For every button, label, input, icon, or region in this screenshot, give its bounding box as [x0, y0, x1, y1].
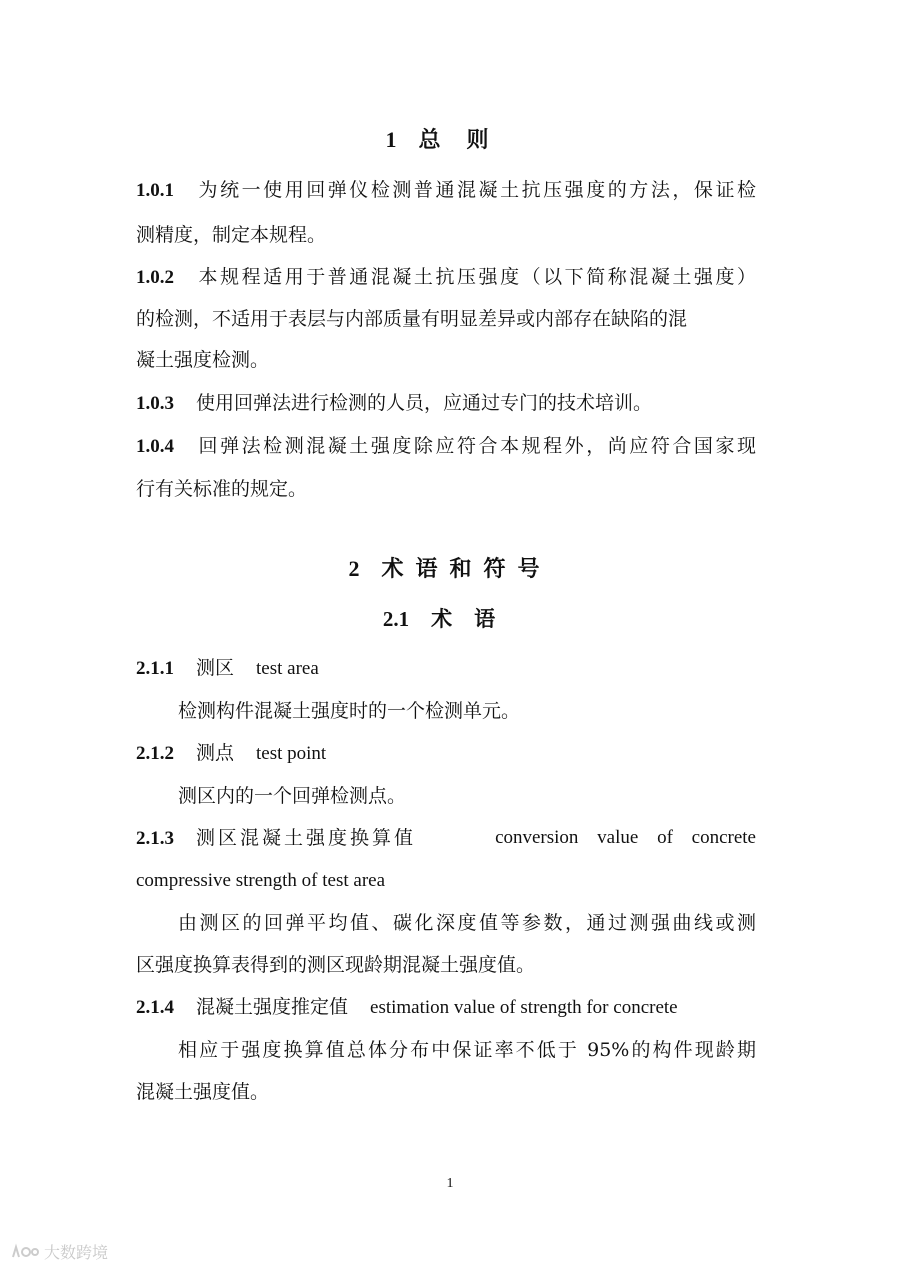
clause-number: 1.0.3: [136, 393, 174, 414]
term-zh: 混凝土强度推定值: [196, 996, 349, 1018]
chapter-1-number: 1: [385, 127, 397, 152]
watermark-logo-icon: [10, 1243, 40, 1261]
clause-text: 使用回弹法进行检测的人员，应通过专门的技术培训。: [196, 392, 653, 414]
watermark-text: 大数跨境: [44, 1243, 109, 1262]
term-number: 2.1.3: [136, 828, 174, 849]
clause-number: 1.0.2: [136, 267, 174, 288]
term-number: 2.1.2: [136, 743, 174, 764]
watermark: [10, 1240, 108, 1263]
clause-text: 本规程适用于普通混凝土抗压强度（以下简称混凝土强度）: [196, 266, 756, 288]
term-number: 2.1.4: [136, 997, 174, 1018]
term-2-1-1-definition: [178, 698, 798, 724]
definition-text: 检测构件混凝土强度时的一个检测单元。: [178, 700, 521, 722]
definition-text: 由测区的回弹平均值、碳化深度值等参数，通过测强曲线或测: [178, 912, 756, 934]
chapter-1-title: 总则: [418, 127, 515, 153]
section-2-1-number: 2.1: [382, 607, 410, 631]
clause-text: 回弹法检测混凝土强度除应符合本规程外，尚应符合国家现: [196, 435, 756, 457]
chapter-2-heading: [0, 552, 900, 583]
clause-text: 凝土强度检测。: [136, 349, 270, 371]
clause-1-0-1-line-1: [136, 177, 756, 204]
chapter-2-number: 2: [348, 556, 360, 581]
clause-text: 行有关标准的规定。: [136, 478, 308, 500]
definition-text: 混凝土强度值。: [136, 1081, 270, 1103]
term-2-1-3-definition-2: [136, 952, 756, 978]
term-en: estimation value of strength for concrete: [370, 997, 678, 1018]
term-en: test point: [256, 743, 327, 764]
term-zh: 测区混凝土强度换算值: [196, 827, 417, 849]
clause-1-0-1-line-2: [136, 222, 756, 248]
term-2-1-4-definition-2: [136, 1079, 756, 1105]
section-2-1-title: 术语: [431, 606, 518, 631]
definition-text: 区强度换算表得到的测区现龄期混凝土强度值。: [136, 954, 536, 976]
term-zh: 测点: [196, 742, 235, 764]
term-number: 2.1.1: [136, 658, 174, 679]
term-2-1-2: [136, 740, 756, 767]
term-zh: 测区: [196, 657, 235, 679]
term-en-continuation: compressive strength of test area: [136, 870, 386, 891]
term-2-1-1: [136, 655, 756, 682]
clause-1-0-3-line-1: [136, 390, 756, 417]
clause-1-0-4-line-1: [136, 433, 756, 460]
clause-1-0-2-line-3: [136, 347, 756, 373]
term-2-1-2-definition: [178, 783, 798, 809]
clause-text: 测精度，制定本规程。: [136, 224, 327, 246]
chapter-2-title: 术语和符号: [381, 556, 552, 582]
term-en: conversion value of concrete: [495, 827, 756, 848]
page-number: 1: [446, 1176, 454, 1191]
term-2-1-3-line-2: [136, 867, 756, 894]
chapter-1-heading: [0, 123, 900, 154]
term-2-1-3-definition-1: [178, 910, 756, 936]
term-2-1-4: [136, 994, 756, 1021]
clause-1-0-4-line-2: [136, 476, 756, 502]
clause-text: 为统一使用回弹仪检测普通混凝土抗压强度的方法，保证检: [196, 179, 756, 201]
clause-text: 的检测，不适用于表层与内部质量有明显差异或内部存在缺陷的混: [136, 308, 688, 330]
clause-number: 1.0.1: [136, 180, 174, 201]
clause-number: 1.0.4: [136, 436, 174, 457]
clause-1-0-2-line-2: [136, 306, 756, 332]
term-2-1-4-definition-1: [178, 1037, 756, 1063]
definition-text: 相应于强度换算值总体分布中保证率不低于 95%的构件现龄期: [178, 1039, 756, 1061]
term-en: test area: [256, 658, 319, 679]
term-2-1-3: [136, 825, 756, 852]
section-2-1-heading: [0, 603, 900, 633]
clause-1-0-2-line-1: [136, 264, 756, 291]
definition-text: 测区内的一个回弹检测点。: [178, 785, 407, 807]
